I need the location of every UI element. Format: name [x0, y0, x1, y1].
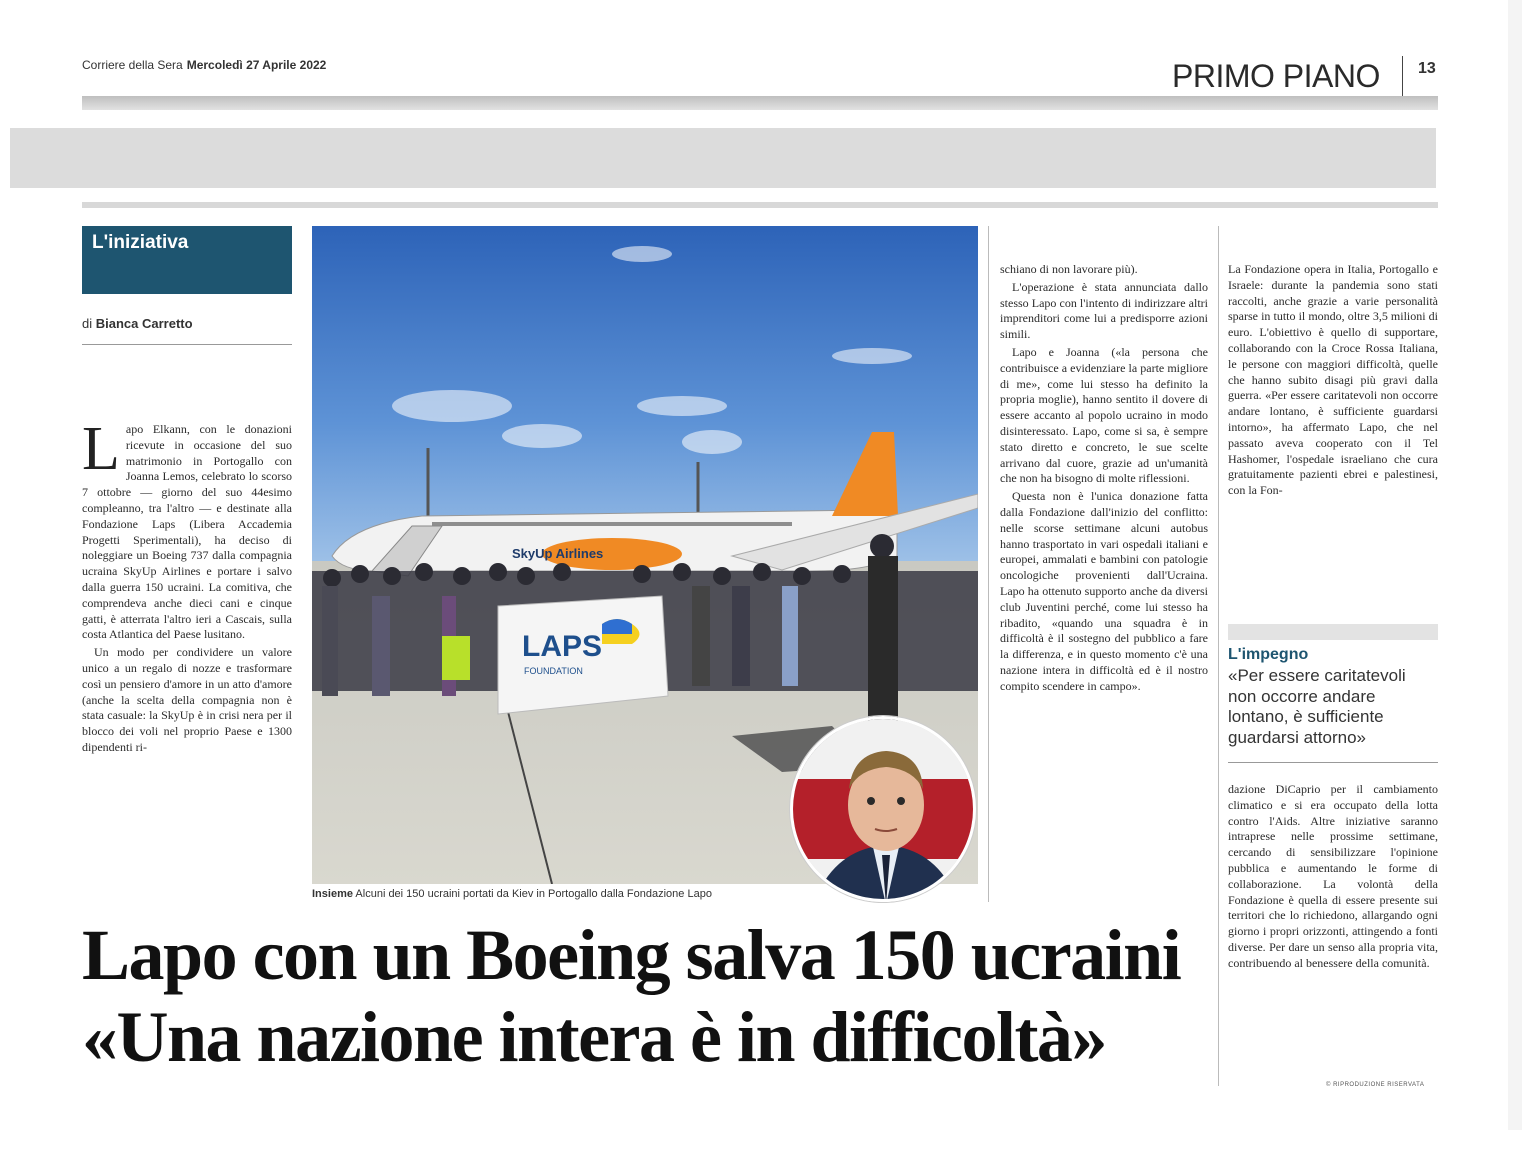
section-title: PRIMO PIANO	[1172, 58, 1380, 94]
paragraph: L'operazione è stata annunciata dallo stesso Lapo con l'intento di indirizzare altri imprenditori come lui a predisporre azioni simili.	[1000, 279, 1208, 342]
banner-subtext: FOUNDATION	[524, 666, 583, 676]
portrait-photo	[790, 716, 976, 902]
caption-text: Alcuni dei 150 ucraini portati da Kiev in Portogallo dalla Fondazione Lapo	[355, 888, 712, 900]
kicker-label: L'iniziativa	[92, 232, 189, 253]
headline-line-2: «Una nazione intera è in difficoltà»	[82, 997, 1106, 1077]
paragraph: Questa non è l'unica donazione fatta dalla Fondazione dall'inizio del conflitto: nelle scorse settimane alcuni autobus hanno trasportato in vari ospedali italiani e europei, ammalati e bambini con patologie oncologiche provenienti dall'Ucraina. Lapo ha ottenuto supporto anche da diversi club Juventini perché, come lui stesso ha ribadito, «quando una squadra è in difficoltà è il sostegno del pubblico a fare la differenza, e in questo momento c'è una nazione intera in difficoltà ed è il nostro compito scendere in campo».	[1000, 489, 1208, 693]
kicker-box	[82, 226, 292, 294]
column-divider	[988, 226, 989, 902]
copyright-notice: © RIPRODUZIONE RISERVATA	[1326, 1082, 1425, 1088]
header-divider	[1402, 56, 1403, 96]
pullquote-bottom-rule	[1228, 762, 1438, 763]
paragraph: Un modo per condividere un valore unico a un regalo di nozze e trasformare così un pensiero d'amore in un atto d'amore (anche la scelta della compagnia non è stata casuale: la SkyUp è in crisi nera per il blocco dei voli nel proprio Paese e 1300 dipendenti ri-	[82, 645, 292, 754]
article-column-3	[1000, 262, 1208, 906]
newspaper-name: Corriere della Sera	[82, 58, 183, 72]
page-edge	[1508, 0, 1522, 1130]
headline	[82, 914, 1202, 1078]
grey-band	[10, 128, 1436, 188]
drop-cap: L	[82, 422, 120, 483]
article-column-4	[1228, 262, 1438, 608]
banner-text: LAPS	[522, 630, 603, 663]
byline	[82, 316, 193, 331]
column-divider	[1218, 226, 1219, 1086]
portrait-illustration	[793, 719, 976, 902]
paragraph: dazione DiCaprio per il cambiamento climatico e si era occupato della lotta contro l'Aids. Altre iniziative saranno intraprese nelle prossime settimane, cercando di sensibilizzare l'opinione pubblica e aumentando le forme di collaborazione. La volontà della Fondazione è quella di essere presente sui territori che lo richiedono, allargando ogni giorno i propri orizzonti, attingendo a fonti diverse. Per dare un senso alla propria vita, contribuendo al benessere della comunità.	[1228, 782, 1438, 970]
byline-rule	[82, 344, 292, 345]
article-top-rule	[82, 202, 1438, 208]
paragraph	[82, 422, 292, 643]
masthead	[82, 58, 326, 72]
pullquote-top-rule	[1228, 624, 1438, 640]
byline-author: Bianca Carretto	[95, 316, 193, 331]
paragraph: Lapo e Joanna («la persona che contribuisce a evidenziare la parte migliore di me», come lui stesso ha definito la propria moglie), hanno sentito il dovere di essere accanto al popolo ucraino in modo disinteressato. Lapo, come si sa, è sempre stato diretto e concreto, le sue scelte arrivano dal cuore, grazie ad un'umanità che non ha bisogno di molte riflessioni.	[1000, 344, 1208, 486]
paragraph-text: apo Elkann, con le donazioni ricevute in occasione del suo matrimonio in Portogallo con Joanna Lemos, celebrato lo scorso 7 ottobre — giorno del suo 44esimo compleanno, tra l'altro — e destinate alla Fondazione Laps (Libera Accademia Progetti Sperimentali), ha deciso di noleggiare un Boeing 737 dalla compagnia ucraina SkyUp Airlines e portare i salvo dalla guerra 150 ucraini. La comitiva, che comprendeva anche dieci cani e cinque gatti, è atterrata l'altro ieri a Cascais, sulla costa Atlantica del Paese lusitano.	[82, 422, 292, 642]
pullquote-text: «Per essere caritatevoli non occorre andare lontano, è sufficiente guardarsi attorno»	[1228, 666, 1406, 747]
article-column-5	[1228, 782, 1438, 1074]
issue-date: Mercoledì 27 Aprile 2022	[186, 58, 327, 72]
header-rule	[82, 96, 1438, 110]
headline-line-1: Lapo con un Boeing salva 150 ucraini	[82, 915, 1181, 995]
page-number: 13	[1418, 60, 1436, 77]
paragraph: schiano di non lavorare più).	[1000, 262, 1138, 276]
paragraph: La Fondazione opera in Italia, Portogallo e Israele: durante la pandemia sono stati raccolti, anche grazie a varie personalità sparse in tutto il mondo, oltre 3,5 milioni di euro. L'obiettivo è quello di supportare, collaborando con la Croce Rossa Italiana, le persone con maggiori difficoltà, quelle che hanno subito disagi più gravi dalla guerra. «Per essere caritatevoli non occorre andare lontano, è sufficiente guardarsi intorno», ha affermato Lapo, che nel passato aveva cooperato con il Tel Hashomer, l'ospedale israeliano che cura gratuitamente pazienti ebrei e palestinesi, con la Fon-	[1228, 262, 1438, 498]
pullquote-kicker: L'impegno	[1228, 646, 1309, 663]
airline-label: SkyUp Airlines	[512, 546, 604, 561]
caption-label: Insieme	[312, 888, 353, 900]
laps-banner	[498, 596, 668, 714]
byline-prefix: di	[82, 316, 93, 331]
article-column-1	[82, 422, 292, 906]
